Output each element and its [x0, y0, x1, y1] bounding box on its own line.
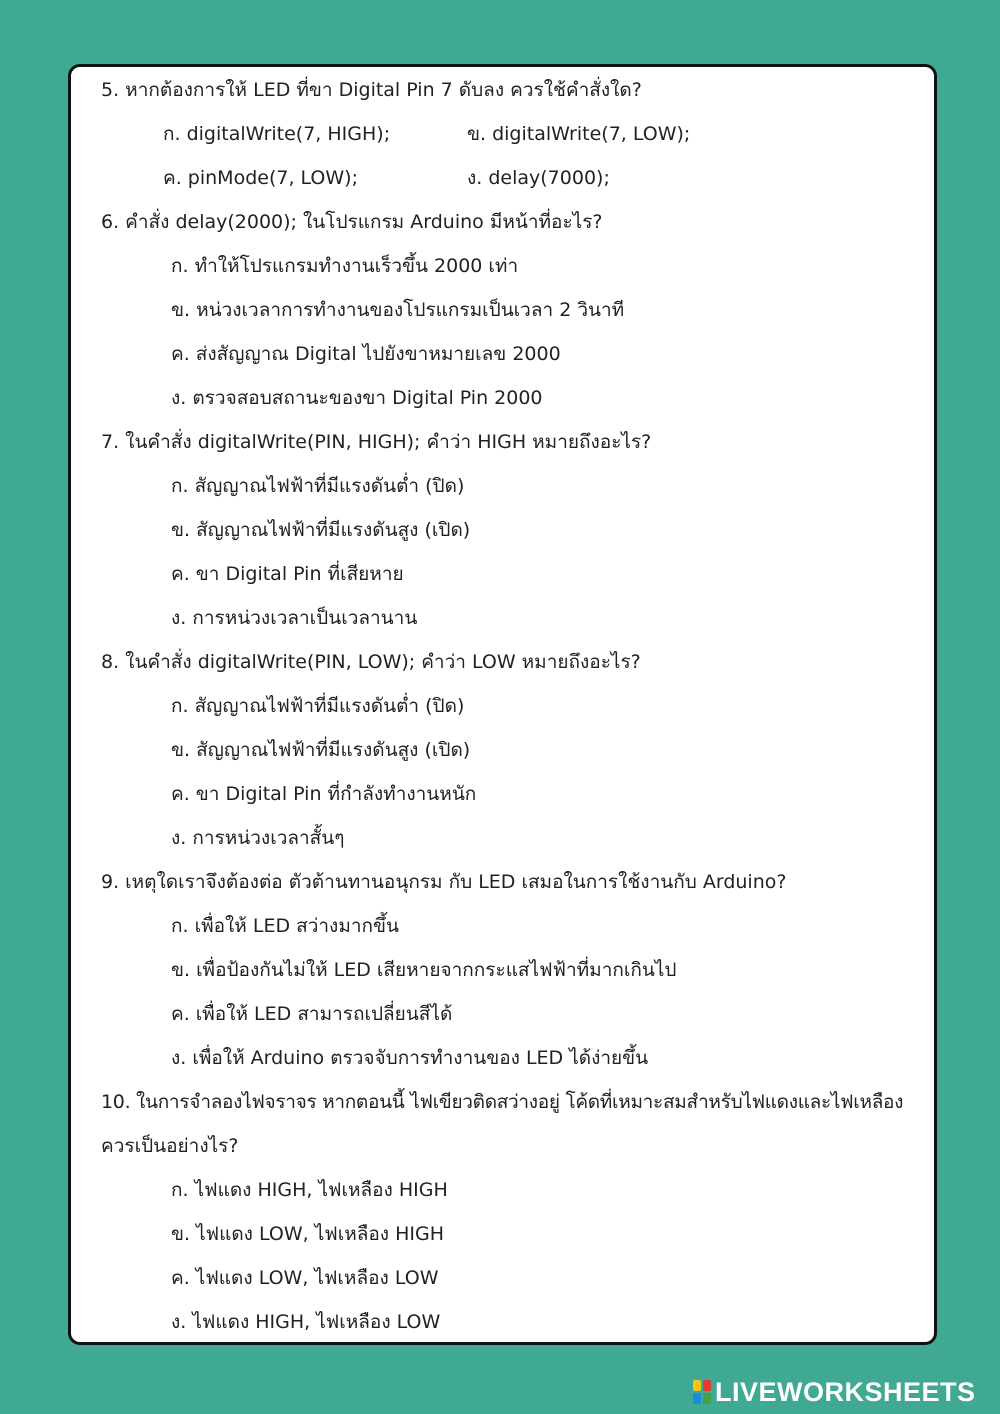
question-9-option-c[interactable]: ค. เพื่อให้ LED สามารถเปลี่ยนสีได้ — [171, 1003, 453, 1025]
question-7-option-b[interactable]: ข. สัญญาณไฟฟ้าที่มีแรงดันสูง (เปิด) — [171, 519, 471, 541]
logo-block-blue — [693, 1393, 701, 1404]
question-9-option-a[interactable]: ก. เพื่อให้ LED สว่างมากขึ้น — [171, 915, 399, 937]
liveworksheets-logo-icon — [693, 1380, 711, 1404]
question-7-option-a[interactable]: ก. สัญญาณไฟฟ้าที่มีแรงดันต่ำ (ปิด) — [171, 475, 465, 497]
question-5-option-c[interactable]: ค. pinMode(7, LOW); — [163, 167, 358, 189]
question-5-text: 5. หากต้องการให้ LED ที่ขา Digital Pin 7 ดับลง ควรใช้คำสั่งใด? — [101, 79, 642, 101]
question-10-option-c[interactable]: ค. ไฟแดง LOW, ไฟเหลือง LOW — [171, 1267, 439, 1289]
question-10-option-b[interactable]: ข. ไฟแดง LOW, ไฟเหลือง HIGH — [171, 1223, 445, 1245]
question-6-text: 6. คำสั่ง delay(2000); ในโปรแกรม Arduino มีหน้าที่อะไร? — [101, 211, 603, 233]
question-5-option-d[interactable]: ง. delay(7000); — [467, 167, 610, 189]
question-6-option-a[interactable]: ก. ทำให้โปรแกรมทำงานเร็วขึ้น 2000 เท่า — [171, 255, 519, 277]
logo-block-green — [703, 1393, 711, 1404]
question-10-text-continued: ควรเป็นอย่างไร? — [101, 1135, 239, 1157]
question-10-text: 10. ในการจำลองไฟจราจร หากตอนนี้ ไฟเขียวติดสว่างอยู่ โค้ดที่เหมาะสมสำหรับไฟแดงและไฟเหลือง — [101, 1091, 904, 1113]
question-8-option-c[interactable]: ค. ขา Digital Pin ที่กำลังทำงานหนัก — [171, 783, 477, 805]
question-8-option-d[interactable]: ง. การหน่วงเวลาสั้นๆ — [171, 827, 345, 849]
liveworksheets-brand — [693, 1377, 976, 1407]
question-9-option-d[interactable]: ง. เพื่อให้ Arduino ตรวจจับการทำงานของ LED ได้ง่ายขึ้น — [171, 1047, 649, 1069]
question-7-text: 7. ในคำสั่ง digitalWrite(PIN, HIGH); คำว่า HIGH หมายถึงอะไร? — [101, 431, 652, 453]
question-7-option-d[interactable]: ง. การหน่วงเวลาเป็นเวลานาน — [171, 607, 418, 629]
question-6-option-b[interactable]: ข. หน่วงเวลาการทำงานของโปรแกรมเป็นเวลา 2 วินาที — [171, 299, 625, 321]
question-9-option-b[interactable]: ข. เพื่อป้องกันไม่ให้ LED เสียหายจากกระแสไฟฟ้าที่มากเกินไป — [171, 959, 677, 981]
question-5-option-b[interactable]: ข. digitalWrite(7, LOW); — [467, 123, 691, 145]
question-8-option-b[interactable]: ข. สัญญาณไฟฟ้าที่มีแรงดันสูง (เปิด) — [171, 739, 471, 761]
question-9-text: 9. เหตุใดเราจึงต้องต่อ ตัวต้านทานอนุกรม กับ LED เสมอในการใช้งานกับ Arduino? — [101, 871, 787, 893]
logo-block-yellow — [693, 1380, 701, 1391]
question-8-text: 8. ในคำสั่ง digitalWrite(PIN, LOW); คำว่า LOW หมายถึงอะไร? — [101, 651, 641, 673]
worksheet-card — [68, 64, 937, 1345]
question-6-option-c[interactable]: ค. ส่งสัญญาณ Digital ไปยังขาหมายเลข 2000 — [171, 343, 561, 365]
question-10-option-a[interactable]: ก. ไฟแดง HIGH, ไฟเหลือง HIGH — [171, 1179, 448, 1201]
question-5-option-a[interactable]: ก. digitalWrite(7, HIGH); — [163, 123, 391, 145]
question-7-option-c[interactable]: ค. ขา Digital Pin ที่เสียหาย — [171, 563, 404, 585]
question-10-option-d[interactable]: ง. ไฟแดง HIGH, ไฟเหลือง LOW — [171, 1311, 441, 1333]
logo-block-red — [703, 1380, 711, 1391]
question-6-option-d[interactable]: ง. ตรวจสอบสถานะของขา Digital Pin 2000 — [171, 387, 543, 409]
question-8-option-a[interactable]: ก. สัญญาณไฟฟ้าที่มีแรงดันต่ำ (ปิด) — [171, 695, 465, 717]
brand-name: LIVEWORKSHEETS — [715, 1376, 976, 1407]
